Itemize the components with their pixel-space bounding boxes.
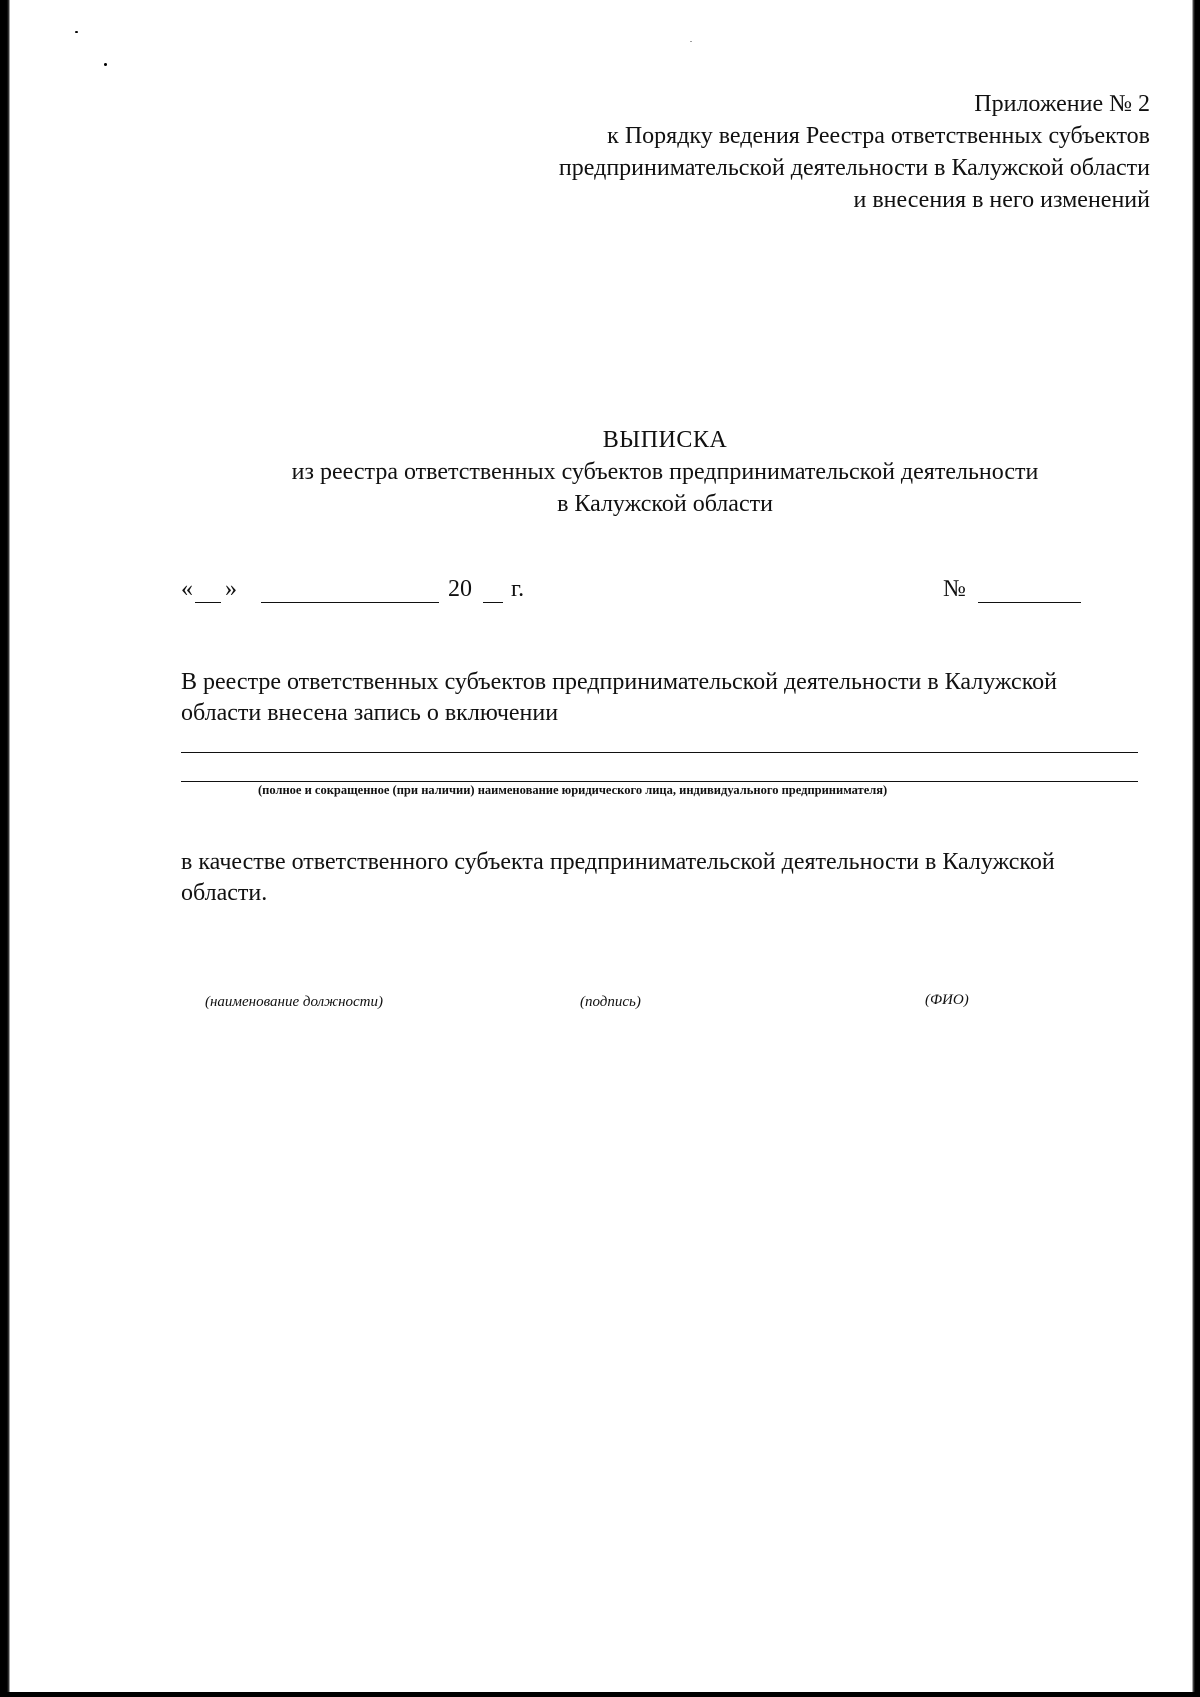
paragraph-line: в качестве ответственного субъекта предпринимательской деятельности в Калужской [181,849,1055,875]
year-prefix: 20 [448,576,472,602]
day-blank [195,602,221,603]
appendix-line: к Порядку ведения Реестра ответственных субъектов [607,123,1150,149]
number-blank [978,602,1081,603]
title-subtitle: из реестра ответственных субъектов предпринимательской деятельности [291,459,1039,485]
full-name-caption: (ФИО) [925,992,969,1008]
number-label: № [943,576,966,602]
date-number-row [181,576,1081,612]
title-heading: ВЫПИСКА [602,427,728,453]
registry-paragraph [181,667,1151,729]
scan-speck [690,41,692,42]
entity-name-line [181,752,1138,753]
scan-edge-left [0,0,10,1697]
signature-caption: (подпись) [580,994,641,1010]
paragraph-line: области внесена запись о включении [181,700,559,726]
scan-edge-right [1192,0,1200,1697]
title-subtitle: в Калужской области [557,491,773,517]
appendix-number: Приложение № 2 [974,91,1150,117]
quote-close: » [225,576,237,602]
month-blank [261,602,439,603]
paragraph-line: В реестре ответственных субъектов предпринимательской деятельности в Калужской [181,669,1057,695]
scan-speck [104,63,107,66]
entity-name-caption: (полное и сокращенное (при наличии) наименование юридического лица, индивидуального предпринимателя) [258,783,888,797]
quote-open: « [181,576,193,602]
appendix-line: предпринимательской деятельности в Калужской области [558,155,1150,181]
year-suffix: г. [511,576,525,602]
scan-edge-bottom [0,1692,1200,1697]
year-blank [483,602,503,603]
entity-name-line [181,781,1138,782]
appendix-line: и внесения в него изменений [853,187,1150,213]
status-paragraph [181,847,1151,909]
paragraph-line: области. [181,880,268,906]
document-title [190,424,1140,520]
scan-speck [75,31,78,33]
position-caption: (наименование должности) [205,994,384,1010]
appendix-header [450,88,1150,216]
